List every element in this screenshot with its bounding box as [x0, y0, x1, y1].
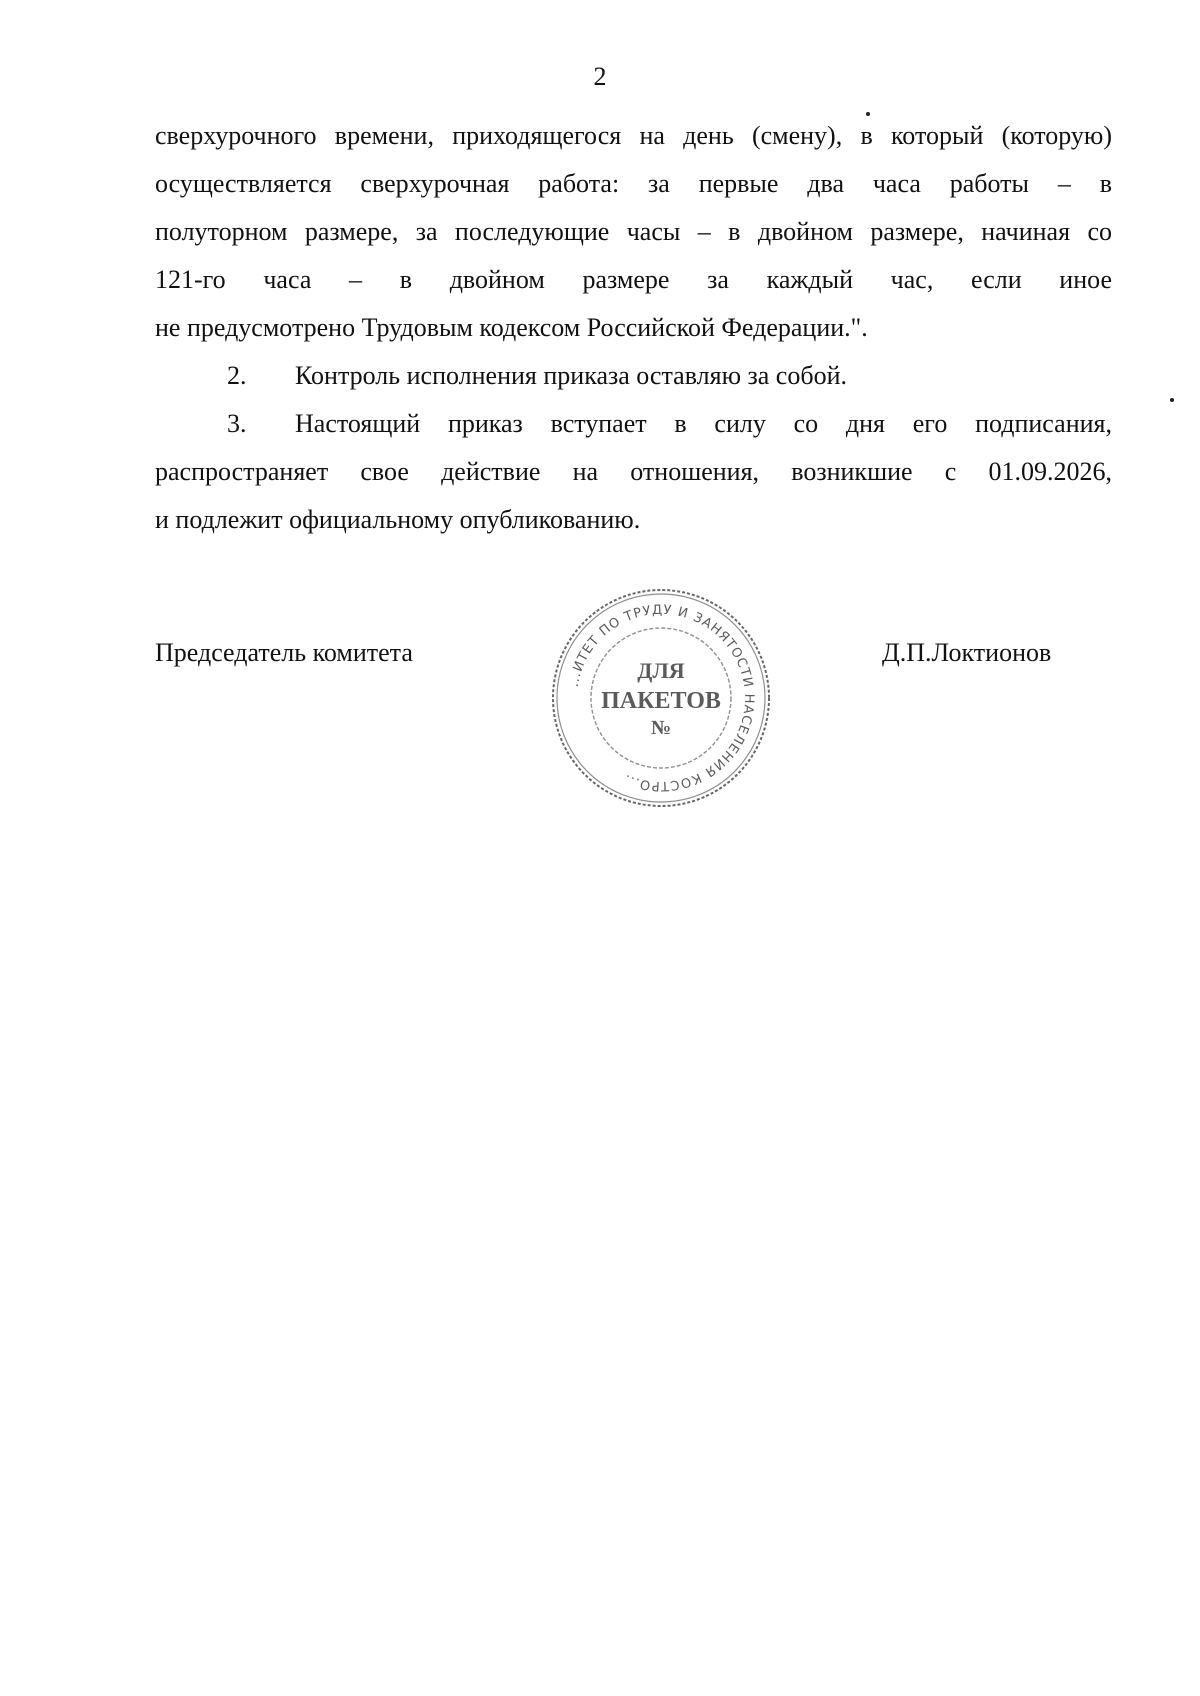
scan-speck	[1170, 398, 1174, 402]
item-3-text-line: и подлежит официальному опубликованию.	[155, 505, 641, 534]
text-line: полуторном размере, за последующие часы – в двойном размере, начиная со	[155, 217, 1112, 246]
text-line: не предусмотрено Трудовым кодексом Российской Федерации.".	[155, 313, 868, 342]
item-2-line	[155, 352, 1112, 400]
signatory-title: Председатель комитета	[155, 638, 413, 667]
text-line: 121-го часа – в двойном размере за каждый час, если иное	[155, 265, 1112, 294]
scan-speck	[866, 112, 870, 116]
document-body	[155, 112, 1112, 544]
stamp-center-line: №	[650, 717, 672, 739]
signatory-name: Д.П.Локтионов	[882, 638, 1052, 667]
item-3-text-line: Настоящий приказ вступает в силу со дня его подписания,	[295, 409, 1112, 438]
item-3-text-line: распространяет свое действие на отношения, возникшие с 01.09.2026,	[155, 457, 1112, 486]
stamp-ring-text: ...ИТЕТ ПО ТРУДУ И ЗАНЯТОСТИ НАСЕЛЕНИЯ КОСТРО...	[566, 602, 757, 794]
item-3	[155, 400, 1112, 544]
text-line: осуществляется сверхурочная работа: за первые два часа работы – в	[155, 169, 1112, 198]
item-3-number: 3.	[227, 409, 247, 438]
item-2-text: Контроль исполнения приказа оставляю за собой.	[295, 361, 847, 390]
official-seal-stamp	[545, 582, 777, 814]
item-3-first-line	[155, 400, 1112, 448]
paragraph-continued	[155, 112, 1112, 352]
item-2	[155, 352, 1112, 400]
item-2-number: 2.	[227, 361, 247, 390]
stamp-center-line: ПАКЕТОВ	[601, 688, 721, 714]
page-number: 2	[593, 62, 607, 91]
text-line: сверхурочного времени, приходящегося на день (смену), в который (которую)	[155, 121, 1112, 150]
stamp-center-line: ДЛЯ	[637, 658, 685, 683]
